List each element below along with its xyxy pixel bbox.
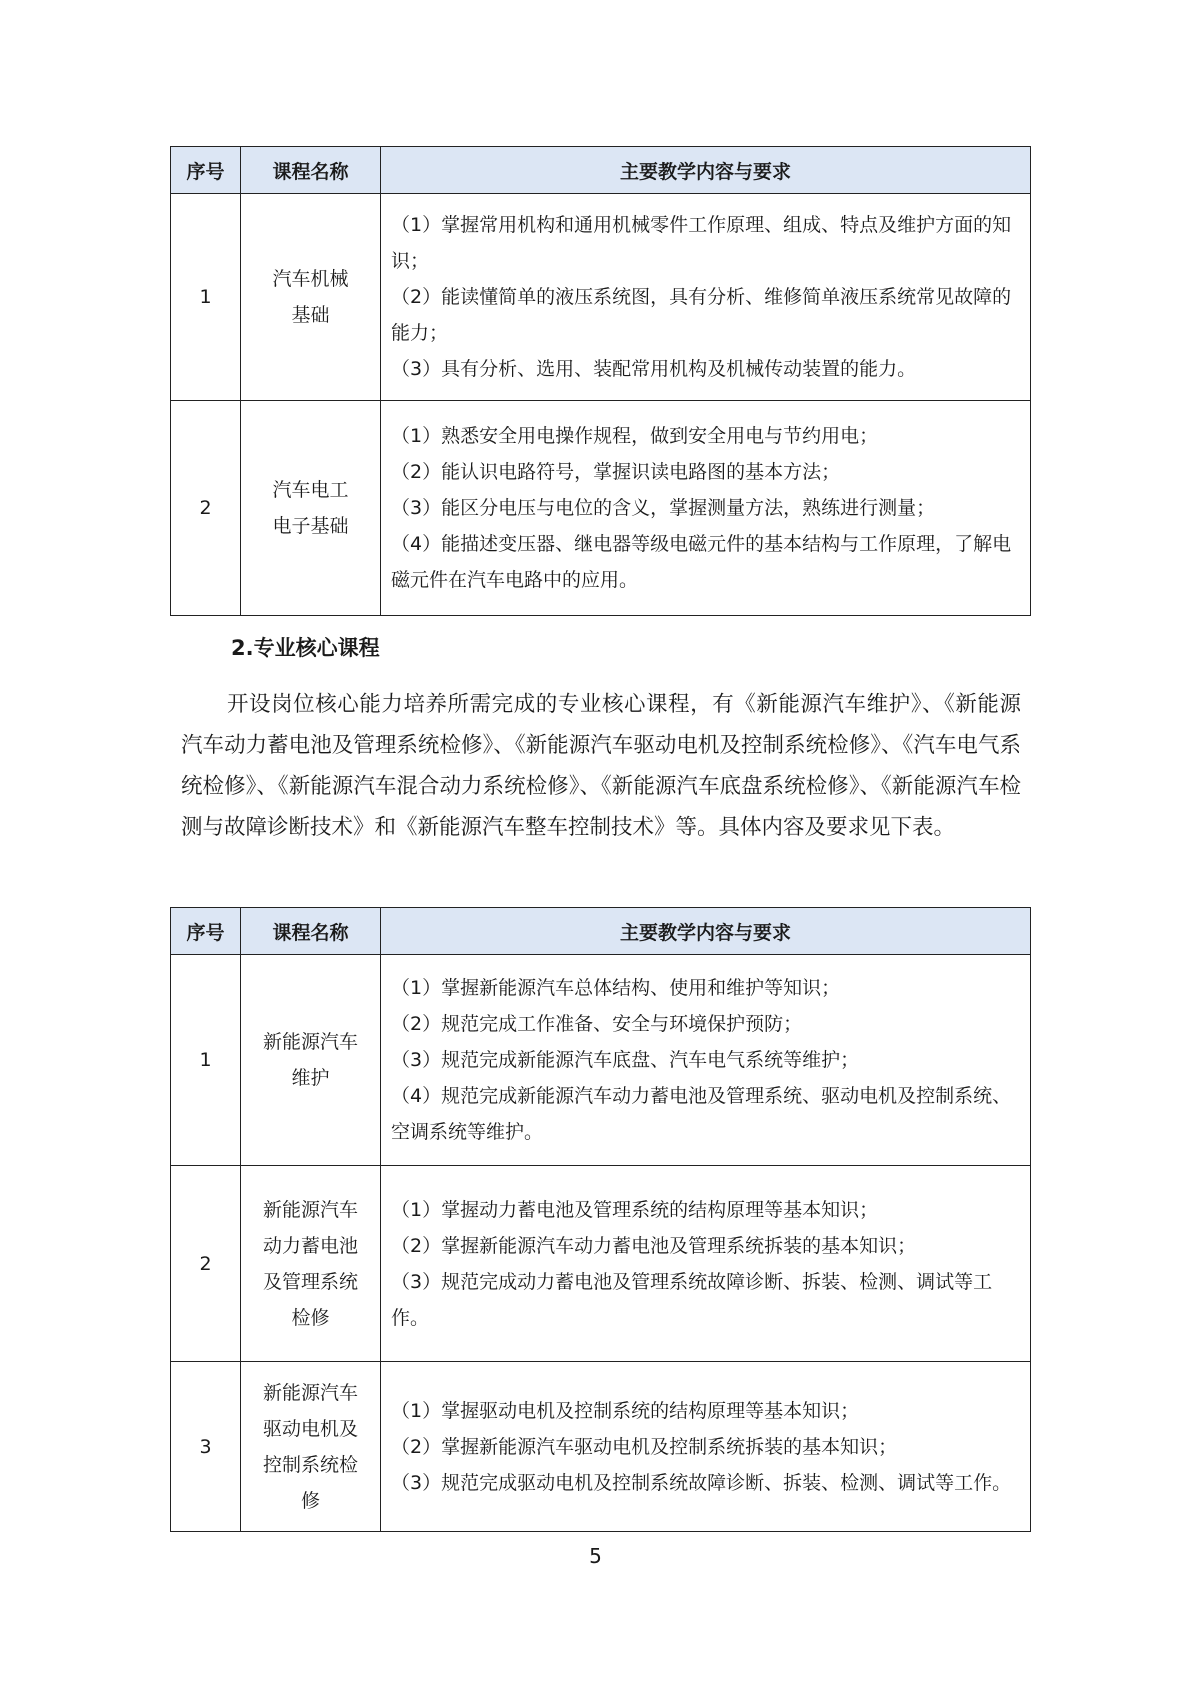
content-item: （2）掌握新能源汽车驱动电机及控制系统拆装的基本知识；	[391, 1435, 898, 1458]
content-item: （2）能读懂简单的液压系统图，具有分析、维修简单液压系统常见故障的能力；	[391, 286, 1012, 344]
course-name-line: 电子基础	[272, 515, 349, 537]
table-row	[171, 1362, 1031, 1532]
row-serial: 2	[171, 1166, 241, 1362]
content-item: （1）掌握动力蓄电池及管理系统的结构原理等基本知识；	[391, 1198, 879, 1221]
content-item: （3）规范完成驱动电机及控制系统故障诊断、拆装、检测、调试等工作。	[391, 1471, 1012, 1494]
content-item: （4）能描述变压器、继电器等级电磁元件的基本结构与工作原理，了解电磁元件在汽车电路中的应用。	[391, 533, 1012, 591]
course-name-line: 及管理系统	[262, 1270, 358, 1293]
content-item: （2）规范完成工作准备、安全与环境保护预防；	[391, 1013, 803, 1035]
row-serial: 1	[171, 955, 241, 1166]
course-name-line: 维护	[291, 1067, 330, 1089]
row-content	[381, 194, 1031, 401]
content-item: （3）能区分电压与电位的含义，掌握测量方法，熟练进行测量；	[391, 497, 936, 519]
section-title: 2.专业核心课程	[231, 636, 380, 660]
content-item: （1）掌握常用机构和通用机械零件工作原理、组成、特点及维护方面的知识；	[391, 214, 1012, 272]
header-serial: 序号	[171, 147, 241, 194]
content-item: （4）规范完成新能源汽车动力蓄电池及管理系统、驱动电机及控制系统、空调系统等维护。	[391, 1085, 1012, 1143]
course-name-line: 驱动电机及	[262, 1417, 358, 1440]
content-item: （1）掌握新能源汽车总体结构、使用和维护等知识；	[391, 977, 841, 999]
row-course-name	[241, 1166, 381, 1362]
course-table-core	[170, 907, 1031, 1532]
content-item: （2）掌握新能源汽车动力蓄电池及管理系统拆装的基本知识；	[391, 1234, 917, 1257]
row-content	[381, 955, 1031, 1166]
course-name-line: 基础	[291, 304, 330, 326]
content-item: （1）掌握驱动电机及控制系统的结构原理等基本知识；	[391, 1399, 860, 1422]
table-header-row	[171, 908, 1031, 955]
course-name-line: 新能源汽车	[262, 1381, 358, 1404]
row-content	[381, 1166, 1031, 1362]
section-paragraph: 开设岗位核心能力培养所需完成的专业核心课程，有《新能源汽车维护》、《新能源汽车动力蓄电池及管理系统检修》、《新能源汽车驱动电机及控制系统检修》、《汽车电气系统检修》、《新能源汽车混合动力系统检修》、《新能源汽车底盘系统检修》、《新能源汽车检测与故障诊断技术》和《新能源汽车整车控制技术》等。具体内容及要求见下表。	[181, 692, 1021, 840]
header-content: 主要教学内容与要求	[381, 908, 1031, 955]
course-name-line: 检修	[291, 1306, 330, 1329]
content-item: （3）规范完成新能源汽车底盘、汽车电气系统等维护；	[391, 1049, 860, 1071]
row-content	[381, 1362, 1031, 1532]
course-name-line: 汽车机械	[272, 268, 349, 290]
header-course-name: 课程名称	[241, 908, 381, 955]
row-serial: 2	[171, 401, 241, 616]
content-item: （3）规范完成动力蓄电池及管理系统故障诊断、拆装、检测、调试等工作。	[391, 1270, 993, 1329]
row-course-name	[241, 194, 381, 401]
table-row	[171, 401, 1031, 616]
row-course-name	[241, 401, 381, 616]
course-name-line: 汽车电工	[272, 479, 349, 501]
row-serial: 3	[171, 1362, 241, 1532]
course-name-line: 新能源汽车	[262, 1031, 358, 1053]
course-name-line: 新能源汽车	[262, 1198, 358, 1221]
row-course-name	[241, 1362, 381, 1532]
content-item: （2）能认识电路符号，掌握识读电路图的基本方法；	[391, 461, 841, 483]
table-header-row	[171, 147, 1031, 194]
header-course-name: 课程名称	[241, 147, 381, 194]
row-content	[381, 401, 1031, 616]
table-row	[171, 1166, 1031, 1362]
course-name-line: 修	[300, 1489, 320, 1512]
course-name-line: 控制系统检	[262, 1453, 358, 1476]
header-serial: 序号	[171, 908, 241, 955]
content-item: （3）具有分析、选用、装配常用机构及机械传动装置的能力。	[391, 358, 917, 380]
header-content: 主要教学内容与要求	[381, 147, 1031, 194]
page-number: 5	[589, 1544, 602, 1568]
row-course-name	[241, 955, 381, 1166]
course-name-line: 动力蓄电池	[262, 1234, 358, 1257]
content-item: （1）熟悉安全用电操作规程，做到安全用电与节约用电；	[391, 425, 879, 447]
course-table-basic	[170, 146, 1031, 616]
table-row	[171, 194, 1031, 401]
table-row	[171, 955, 1031, 1166]
row-serial: 1	[171, 194, 241, 401]
